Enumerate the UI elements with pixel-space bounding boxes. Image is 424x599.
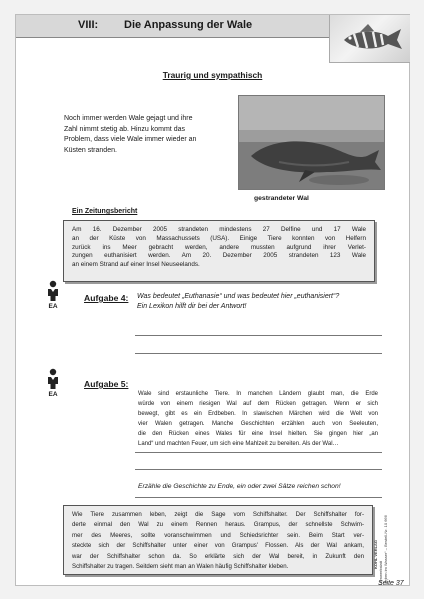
- closing-line: war der Schiffshalter schon da. So erklärte sich der Wal bereit, in Zukunft den: [72, 552, 364, 560]
- answer-line[interactable]: [135, 452, 382, 453]
- page-number: Seite 37: [378, 580, 404, 587]
- article-line: zurück ins Meer gebracht werden, andere mussten aufgrund ihrer Verlet-: [72, 243, 366, 251]
- answer-line[interactable]: [135, 469, 382, 470]
- answer-line[interactable]: [135, 335, 382, 336]
- article-line: an der Küste von Massachussets (USA). Einige Tiere konnten von Helfern: [72, 234, 366, 242]
- task-5-line: Wale sind erstaunliche Tiere. In manchen Ländern glaubt man, die Erde: [138, 391, 378, 397]
- section-subtitle: Traurig und sympathisch: [162, 70, 263, 80]
- article-line: Am 16. Dezember 2005 strandeten mindestens 27 Delfine und 17 Wale: [72, 226, 366, 233]
- task-5-prompt: Erzähle die Geschichte zu Ende, ein oder zwei Sätze reichen schon!: [138, 483, 341, 490]
- task-5-line: die den Rücken eines Wales für eine Insel hielten. Sie gingen hier „an: [138, 430, 378, 437]
- chapter-number: VIII:: [78, 19, 99, 31]
- article-line: an einem Strand auf einer Insel Neuseelands.: [72, 261, 200, 269]
- ea-label: EA: [48, 391, 58, 398]
- task-5-story: [138, 390, 378, 449]
- article-heading: Ein Zeitungsbericht: [72, 208, 138, 215]
- answer-line[interactable]: [135, 497, 382, 498]
- task-5-line: Land“ und machten Feuer, um sich eine Mahlzeit zu bereiten. Als der Wal…: [138, 440, 339, 447]
- intro-line: Noch immer werden Wale gejagt und ihre: [64, 115, 193, 122]
- task-5-line: würde von einem riesigen Wal auf dem Rücken getragen. Wenn er sich: [138, 400, 378, 407]
- legend-text-box: [63, 505, 373, 575]
- newspaper-article-box: [63, 220, 375, 282]
- stranded-whale-photo: [238, 95, 385, 190]
- task-5-line: vier Walen getragen. Manche Geschichten erzählen auch von Seeleuten,: [138, 420, 378, 427]
- imprint-title: „Leben im Wasser“ – Bestell-Nr. 10 666: [383, 515, 388, 585]
- closing-line: Wie Tiere zusammen leben, zeigt die Sage vom Schiffshalter. Der Schiffshalter for-: [72, 511, 364, 518]
- intro-paragraph: [64, 114, 226, 156]
- task-5-ea-marker: [40, 368, 66, 402]
- imprint-series: Lernwerkstatt: [378, 560, 383, 585]
- intro-line: Zahl nimmt stetig ab. Hinzu kommt das: [64, 125, 185, 133]
- task-4-question: [137, 292, 339, 312]
- ea-label: EA: [48, 303, 58, 310]
- task-5-line: bewegt, gibt es ein Erdbeben. In slawischen Märchen wird die Welt von: [138, 410, 378, 417]
- closing-line: Schiffshalter zu tragen. Seitdem sieht man an Walen häufig Schiffshalter kleben.: [72, 563, 289, 571]
- closing-line: derte einmal den Wal zu einem Rennen heraus. Grampus, der schnellste Schwim-: [72, 521, 364, 529]
- answer-line[interactable]: [135, 353, 382, 354]
- fish-icon: [330, 15, 410, 62]
- header-bar: [16, 15, 329, 38]
- article-line: zungen euthanisiert werden. Am 20. Dezember 2005 strandeten 123 Wale: [72, 252, 366, 260]
- fish-photo: [329, 15, 410, 63]
- task-4-line: Was bedeutet „Euthanasie“ und was bedeutet hier „euthanisiert“?: [137, 293, 340, 300]
- task-4-label: Aufgabe 4:: [84, 293, 129, 303]
- publisher-logo: KOHL VERLAG: [373, 539, 378, 569]
- student-icon: [45, 368, 61, 390]
- task-4-line: Ein Lexikon hilft dir bei der Antwort!: [137, 303, 247, 310]
- task-5-label: Aufgabe 5:: [84, 379, 129, 389]
- closing-line: steckte sich der Schiffshalter unter einer von Grampus' Flossen. Als der Wal ankam,: [72, 542, 364, 550]
- task-4-ea-marker: [40, 280, 66, 314]
- student-icon: [45, 280, 61, 302]
- closing-line: mer des Meeres, sollte voranschwimmen und Schiedsrichter sein. Beim Start ver-: [72, 531, 364, 539]
- page-title: Die Anpassung der Wale: [124, 19, 253, 31]
- intro-line: Küsten stranden.: [64, 146, 117, 154]
- worksheet-page: [15, 14, 410, 586]
- whale-icon: [239, 96, 384, 189]
- photo-caption: gestrandeter Wal: [254, 195, 309, 202]
- intro-line: Problem, dass viele Wale immer wieder an: [64, 136, 197, 144]
